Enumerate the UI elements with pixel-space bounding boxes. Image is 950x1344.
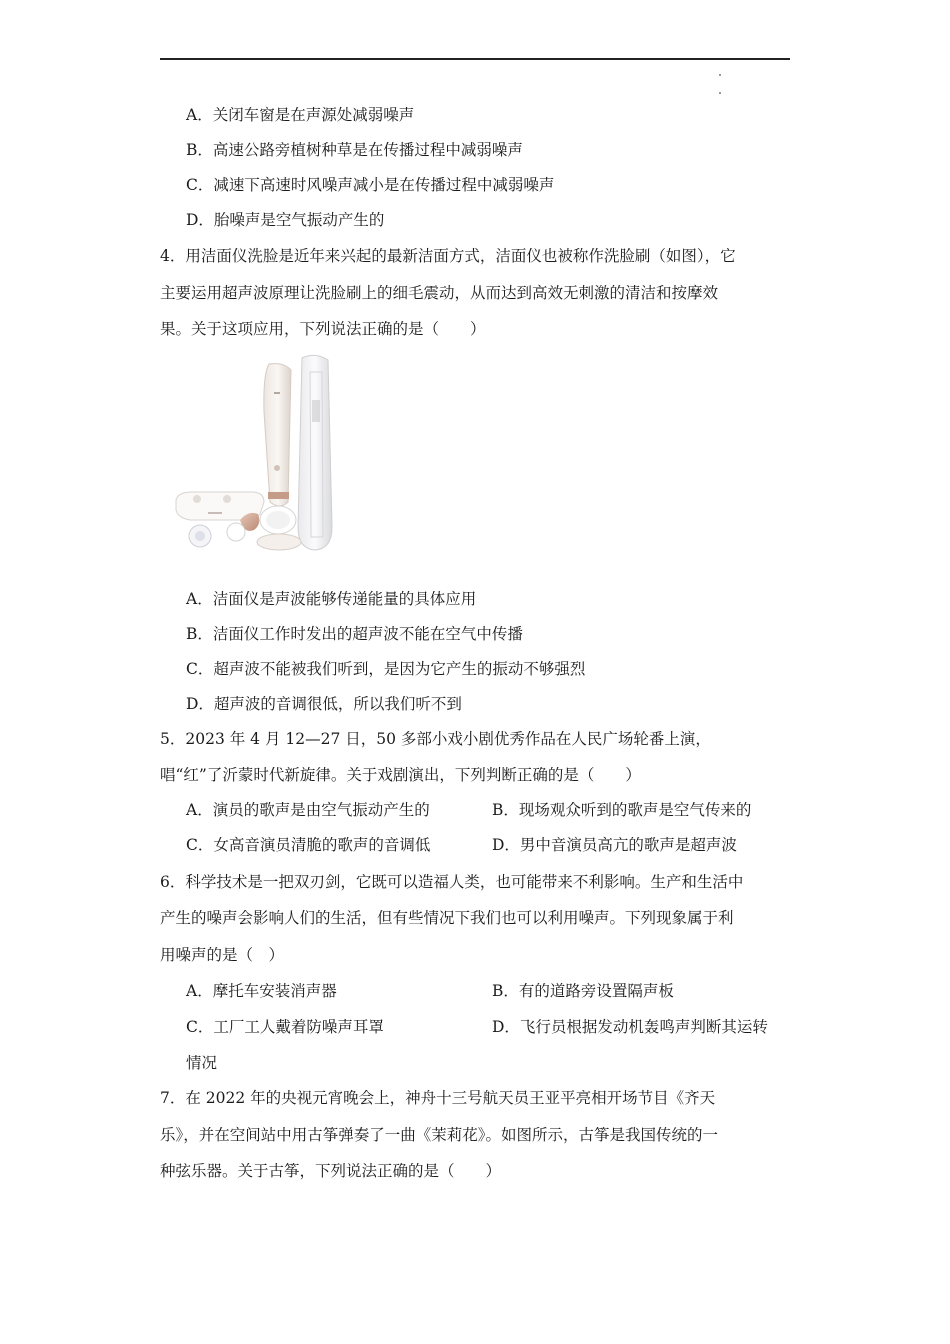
q6-option-a: A．摩托车安装消声器 bbox=[186, 982, 337, 1000]
facial-cleanser-figure bbox=[170, 352, 345, 557]
q4-option-a: A．洁面仪是声波能够传递能量的具体应用 bbox=[186, 590, 477, 608]
q6-stem-line: 用噪声的是（ ） bbox=[160, 946, 285, 964]
q4-option-c: C．超声波不能被我们听到，是因为它产生的振动不够强烈 bbox=[186, 660, 586, 678]
header-rule bbox=[160, 58, 790, 60]
q5-stem-line: 唱“红”了沂蒙时代新旋律。关于戏剧演出，下列判断正确的是（ ） bbox=[160, 766, 641, 784]
q4-stem-line: 主要运用超声波原理让洗脸刷上的细毛震动，从而达到高效无刺激的清洁和按摩效 bbox=[160, 284, 719, 302]
q6-stem-line: 产生的噪声会影响人们的生活，但有些情况下我们也可以利用噪声。下列现象属于利 bbox=[160, 909, 734, 927]
q5-option-c: C．女高音演员清脆的歌声的音调低 bbox=[186, 836, 431, 854]
q3-option-b: B．高速公路旁植树种草是在传播过程中减弱噪声 bbox=[186, 141, 523, 159]
q4-option-d: D．超声波的音调很低，所以我们听不到 bbox=[186, 695, 462, 713]
q4-stem-line: 果。关于这项应用，下列说法正确的是（ ） bbox=[160, 320, 486, 338]
q6-option-c: C．工厂工人戴着防噪声耳罩 bbox=[186, 1018, 384, 1036]
q4-stem-line: 4．用洁面仪洗脸是近年来兴起的最新洁面方式，洁面仪也被称作洗脸刷（如图），它 bbox=[160, 247, 736, 265]
q3-option-a: A．关闭车窗是在声源处减弱噪声 bbox=[186, 106, 415, 124]
header-mark bbox=[719, 92, 721, 94]
q7-stem-line: 种弦乐器。关于古筝，下列说法正确的是（ ） bbox=[160, 1162, 502, 1180]
q3-option-d: D．胎噪声是空气振动产生的 bbox=[186, 211, 385, 229]
q4-option-b: B．洁面仪工作时发出的超声波不能在空气中传播 bbox=[186, 625, 523, 643]
q6-stem-line: 6．科学技术是一把双刃剑，它既可以造福人类，也可能带来不利影响。生产和生活中 bbox=[160, 873, 744, 891]
q5-option-b: B．现场观众听到的歌声是空气传来的 bbox=[492, 801, 752, 819]
q5-option-d: D．男中音演员高亢的歌声是超声波 bbox=[492, 836, 737, 854]
q5-option-a: A．演员的歌声是由空气振动产生的 bbox=[186, 801, 430, 819]
q3-option-c: C．减速下高速时风噪声减小是在传播过程中减弱噪声 bbox=[186, 176, 555, 194]
q7-stem-line: 乐》，并在空间站中用古筝弹奏了一曲《茉莉花》。如图所示，古筝是我国传统的一 bbox=[160, 1126, 719, 1144]
q7-stem-line: 7．在 2022 年的央视元宵晚会上，神舟十三号航天员王亚平亮相开场节目《齐天 bbox=[160, 1089, 716, 1107]
q6-option-d-continued: 情况 bbox=[186, 1054, 218, 1072]
q6-option-b: B．有的道路旁设置隔声板 bbox=[492, 982, 674, 1000]
q6-option-d: D．飞行员根据发动机轰鸣声判断其运转 bbox=[492, 1018, 768, 1036]
header-mark bbox=[719, 74, 721, 76]
q5-stem-line: 5．2023 年 4 月 12—27 日，50 多部小戏小剧优秀作品在人民广场轮番上演， bbox=[160, 730, 711, 748]
